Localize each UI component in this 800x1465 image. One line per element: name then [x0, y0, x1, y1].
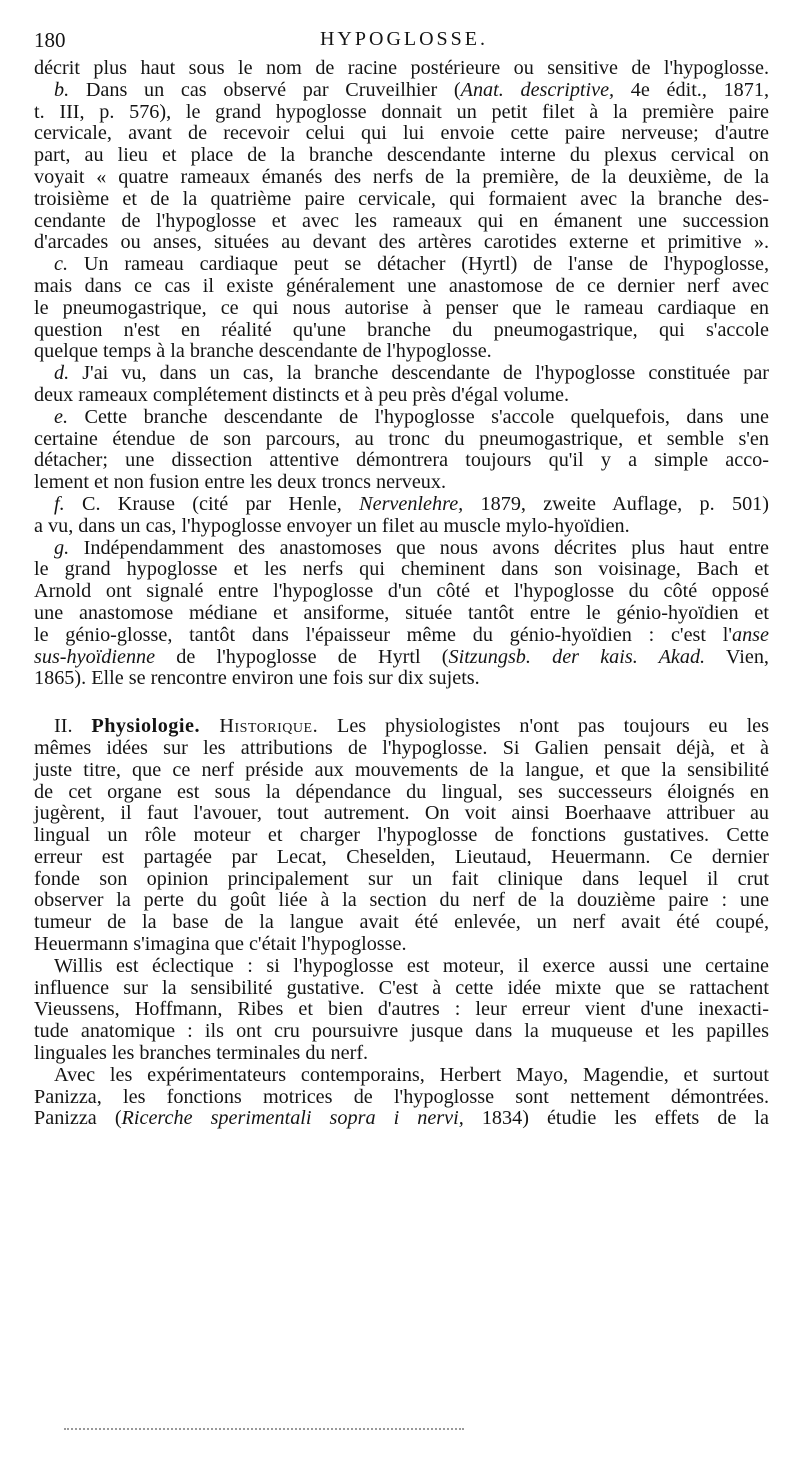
section-heading-line: [34, 716, 769, 738]
item-letter: g.: [54, 536, 70, 559]
text-line: [34, 407, 769, 429]
text-line: tude anatomique : ils ont cru poursuivre jusque dans la muqueuse et les papilles: [34, 1020, 769, 1043]
text-line: détacher; une dissection attentive démontrera toujours qu'il y a simple acco-: [34, 449, 769, 472]
text-line: part, au lieu et place de la branche descendante interne du plexus cervical on: [34, 144, 769, 167]
text-line: [34, 1108, 769, 1130]
text-line: erreur est partagée par Lecat, Cheselden, Lieutaud, Heuermann. Ce dernier: [34, 845, 769, 868]
page-body: [34, 58, 769, 1130]
text-run: C. Krause (cité par Henle,: [64, 492, 360, 515]
text-run: 1879, zweite Auflage, p. 501): [463, 492, 769, 515]
text-run: 4e édit., 1871,: [614, 78, 770, 101]
text-line: influence sur la sensibilité gustative. C'est à cette idée mixte que se rattachent: [34, 976, 769, 999]
text-line: Willis est éclectique : si l'hypoglosse est moteur, il exerce aussi une certaine: [54, 954, 769, 977]
text-line: observer la perte du goût liée à la section du nerf de la douzième paire : une: [34, 889, 769, 912]
text-line: certaine étendue de son parcours, au tronc du pneumogastrique, et semble s'en: [34, 427, 769, 450]
page-number: 180: [34, 28, 66, 52]
text-line: [34, 625, 769, 647]
section-number: II.: [54, 715, 92, 738]
book-title: Anat. descriptive,: [460, 78, 615, 101]
text-run: le génio-glosse, tantôt dans l'épaisseur même du génio-hyoïdien : c'est l': [34, 623, 732, 646]
journal-title: Sitzungsb. der kais. Akad.: [448, 645, 706, 668]
text-line: le grand hypoglosse et les nerfs qui cheminent dans son voisinage, Bach et: [34, 558, 769, 581]
subsection-title: Historique.: [200, 715, 319, 738]
text-line: juste titre, que ce nerf préside aux mouvements de la langue, et que la sensibilité: [34, 758, 769, 781]
text-line: une anastomose médiane et ansiforme, située tantôt entre le génio-hyoïdien et: [34, 601, 769, 624]
text-run: Vien,: [705, 645, 769, 668]
section-gap: [34, 690, 769, 716]
item-letter: f.: [54, 492, 65, 515]
text-run: Panizza (: [34, 1107, 122, 1130]
text-line: tumeur de la base de la langue avait été enlevée, un nerf avait été coupé,: [34, 911, 769, 934]
section-title: Physiologie.: [91, 715, 200, 738]
page-header: [34, 28, 774, 58]
text-line: cendante de l'hypoglosse et avec les rameaux qui en émanent une succession: [34, 209, 769, 232]
text-line: linguales les branches terminales du nerf.: [34, 1042, 369, 1065]
text-line: [34, 538, 769, 560]
text-line: voyait « quatre rameaux émanés des nerfs de la première, de la deuxième, de la: [34, 165, 769, 188]
text-line: a vu, dans un cas, l'hypoglosse envoyer un filet au muscle mylo-hyoïdien.: [34, 514, 630, 537]
book-title: Ricerche sperimentali sopra i nervi,: [121, 1107, 464, 1130]
text-line: mêmes idées sur les attributions de l'hypoglosse. Si Galien pensait déjà, et à: [34, 736, 769, 759]
text-line: [34, 80, 769, 102]
text-run: Indépendamment des anastomoses que nous avons décrites plus haut entre: [69, 536, 769, 559]
text-line: fonde son opinion principalement sur un fait clinique dans lequel il crut: [34, 867, 769, 890]
text-line: 1865). Elle se rencontre environ une fois sur dix sujets.: [34, 667, 480, 690]
text-line: Avec les expérimentateurs contemporains, Herbert Mayo, Magendie, et surtout: [54, 1063, 769, 1086]
text-line: le pneumogastrique, ce qui nous autorise à penser que le rameau cardiaque en: [34, 296, 769, 319]
text-line: troisième et de la quatrième paire cervicale, qui formaient avec la branche des-: [34, 187, 769, 210]
text-run: Les physiologistes n'ont pas toujours eu les: [318, 715, 770, 738]
text-line: question n'est en réalité qu'une branche du pneumogastrique, qui s'accole: [34, 318, 769, 341]
item-letter: b.: [54, 78, 70, 101]
text-run: Cette branche descendante de l'hypoglosse s'accole quelquefois, dans une: [68, 405, 769, 428]
text-line: [34, 254, 769, 276]
item-letter: e.: [54, 405, 69, 428]
term: sus-hyoïdienne: [34, 645, 156, 668]
text-line: cervicale, avant de recevoir celui qui lui envoie cette paire nerveuse; d'autre: [34, 122, 769, 145]
item-letter: c.: [54, 253, 69, 276]
text-line: jugèrent, il faut l'avouer, tout autrement. On voit ainsi Boerhaave attribuer au: [34, 802, 769, 825]
text-line: décrit plus haut sous le nom de racine postérieure ou sensitive de l'hypoglosse.: [34, 57, 769, 79]
running-title: HYPOGLOSSE.: [319, 28, 489, 50]
text-line: lingual un rôle moteur et charger l'hypoglosse de fonctions gustatives. Cette: [34, 824, 769, 847]
text-line: [34, 494, 769, 516]
text-line: Vieussens, Hoffmann, Ribes et bien d'autres : leur erreur vient d'une inexacti-: [34, 998, 769, 1021]
text-line: [34, 363, 769, 385]
text-line: Panizza, les fonctions motrices de l'hypoglosse sont nettement démontrées.: [34, 1085, 769, 1108]
text-line: lement et non fusion entre les deux troncs nerveux.: [34, 471, 447, 494]
text-line: t. III, p. 576), le grand hypoglosse donnait un petit filet à la première paire: [34, 100, 769, 123]
text-run: 1834) étudie les effets de la: [463, 1107, 769, 1130]
text-line: Arnold ont signalé entre l'hypoglosse d'un côté et l'hypoglosse du côté opposé: [34, 580, 769, 603]
item-letter: d.: [54, 362, 70, 385]
text-line: Heuermann s'imagina que c'était l'hypoglosse.: [34, 933, 407, 956]
text-line: deux rameaux complétement distincts et à peu près d'égal volume.: [34, 383, 570, 406]
text-line: de cet organe est sous la dépendance du lingual, ses successeurs éloignés en: [34, 780, 769, 803]
text-run: Un rameau cardiaque peut se détacher (Hyrtl) de l'anse de l'hypoglosse,: [68, 253, 769, 276]
term: anse: [731, 623, 769, 646]
text-line: [34, 647, 769, 669]
text-line: quelque temps à la branche descendante de l'hypoglosse.: [34, 340, 492, 363]
text-line: d'arcades ou anses, situées au devant des artères carotides externe et primitive ».: [34, 231, 769, 254]
book-title: Nervenlehre,: [359, 492, 464, 515]
text-run: de l'hypoglosse de Hyrtl (: [155, 645, 449, 668]
text-line: mais dans ce cas il existe généralement une anastomose de ce dernier nerf avec: [34, 274, 769, 297]
text-run: J'ai vu, dans un cas, la branche descendante de l'hypoglosse constituée par: [69, 362, 769, 385]
text-run: Dans un cas observé par Cruveilhier (: [69, 78, 461, 101]
footer-dotted-rule: [64, 1428, 464, 1430]
